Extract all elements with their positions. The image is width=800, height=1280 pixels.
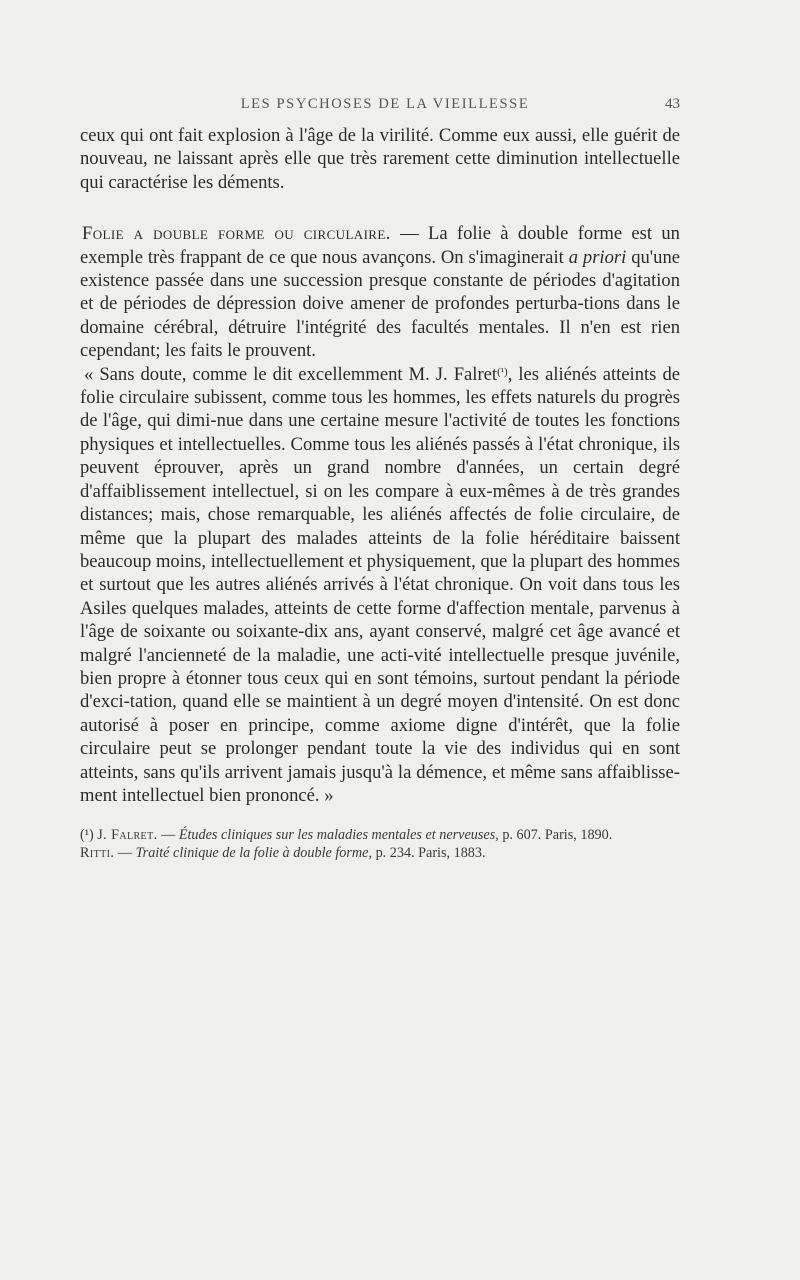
footnote-1-author: J. Falret. [97, 827, 158, 844]
paragraph-2-text-b: qu'une existence passée dans une succession presque constante de périodes d'agitation et de périodes de dépression doive amener de profondes perturba-tions dans le domaine cérébral, détruire l'intégrité des facultés mentales. Il n'en est rien cependant; les faits le prouvent. [80, 246, 680, 362]
paragraph-quote [80, 363, 680, 808]
footnote-2-author: Ritti. [80, 844, 115, 861]
paragraph-2-text-a: — La folie à double forme est un exemple très frappant de ce que nous avançons. On s'imaginerait [80, 223, 680, 268]
footnote-2-separator: — [114, 844, 136, 861]
page-number: 43 [665, 96, 680, 112]
paragraph-1-text: ceux qui ont fait explosion à l'âge de la virilité. Comme eux aussi, elle guérit de nouveau, ne laissant après elle que très rarement cette diminution intellectuelle qui caractérise les déments. [80, 125, 680, 193]
footnote-2-title: Traité clinique de la folie à double forme, [135, 844, 373, 861]
footnote-1-rest: p. 607. Paris, 1890. [498, 827, 613, 844]
paragraph-2-italic: a priori [568, 246, 627, 268]
footnote-1-separator: — [157, 827, 179, 844]
paragraph-3-text-b: , les aliénés atteints de folie circulaire subissent, comme tous les hommes, les effets naturels du progrès de l'âge, qui dimi-nue dans une certaine mesure l'activité de toutes les fonctions physiques et intellectuelles. Comme tous les aliénés passés à l'état chronique, ils peuvent éprouver, après un grand nombre d'années, un certain degré d'affaiblissement intellectuel, si on les compare à eux-mêmes à de très grandes distances; mais, chose remarquable, les aliénés affectés de folie circulaire, de même que la plupart des malades atteints de la folie héréditaire baissent beaucoup moins, intellectuellement et physiquement, que la plupart des hommes et surtout que les autres aliénés arrivés à l'état chronique. On voit dans tous les Asiles quelques malades, atteints de cette forme d'affection mentale, parvenus à l'âge de soixante ou soixante-dix ans, ayant conservé, malgré cet âge avancé et malgré l'ancienneté de la maladie, une acti-vité intellectuelle presque juvénile, bien propre à étonner tous ceux qui en sont témoins, surtout pendant la période d'exci-tation, quand elle se maintient à un degré moyen d'intensité. On est donc autorisé à poser en principe, comme axiome digne d'intérêt, que la folie circulaire peut se prolonger pendant toute la vie des individus qui en sont atteints, sans qu'ils arrivent jamais jusqu'à la démence, et même sans affaiblisse-ment intellectuel bien prononcé. » [80, 363, 680, 806]
paragraph-section [80, 222, 680, 362]
running-header [80, 96, 680, 118]
paragraph-3-text-a: « Sans doute, comme le dit excellemment M. J. Falret [84, 363, 498, 385]
footnotes [80, 827, 680, 862]
paragraph-continuation [80, 124, 680, 194]
section-gap [80, 194, 680, 222]
footnote-reference: (¹) [497, 365, 508, 378]
running-title: LES PSYCHOSES DE LA VIEILLESSE [240, 96, 530, 112]
book-page [80, 96, 680, 862]
section-heading: Folie a double forme ou circulaire. [82, 223, 391, 245]
footnote-2-rest: p. 234. Paris, 1883. [372, 844, 486, 861]
footnote-1-title: Études cliniques sur les maladies mentales et nerveuses, [178, 827, 499, 844]
footnote-2 [80, 845, 680, 863]
footnote-1 [80, 827, 680, 845]
footnote-1-marker: (¹) [80, 827, 94, 844]
